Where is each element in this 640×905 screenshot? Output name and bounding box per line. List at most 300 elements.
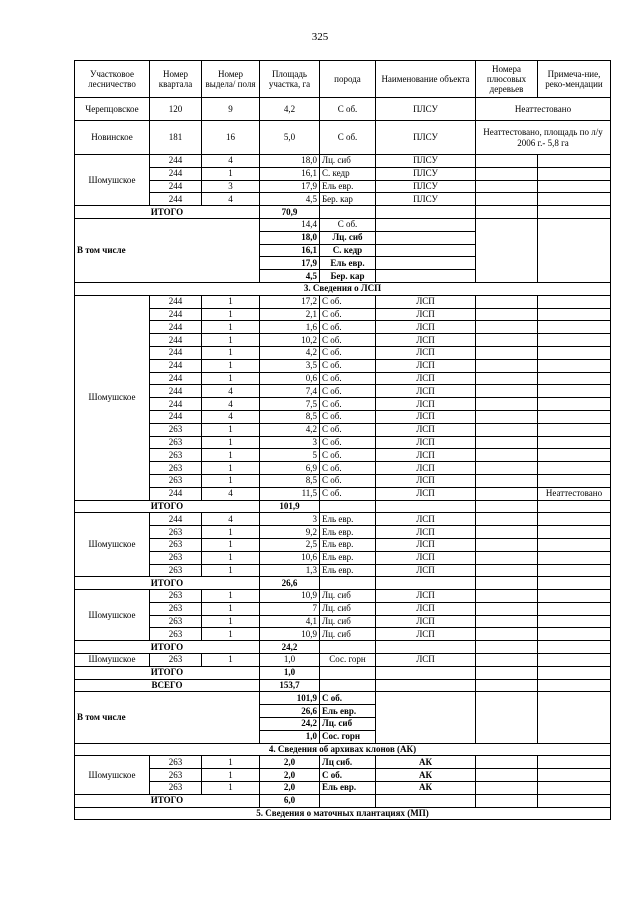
table-cell: ЛСП xyxy=(376,551,476,564)
table-cell xyxy=(376,270,476,283)
table-cell xyxy=(476,602,538,615)
table-cell: ПЛСУ xyxy=(376,193,476,206)
table-cell: Ель евр. xyxy=(320,513,376,526)
table-cell: 1 xyxy=(202,423,260,436)
table-cell: 263 xyxy=(150,615,202,628)
table-row xyxy=(75,615,611,628)
table-row xyxy=(75,308,611,321)
table-cell: ЛСП xyxy=(376,462,476,475)
table-cell: С об. xyxy=(320,436,376,449)
forestry-cell: Шомушское xyxy=(75,654,150,667)
note-cell xyxy=(538,295,611,308)
table-row xyxy=(75,155,611,168)
table-cell: С об. xyxy=(320,359,376,372)
total-label: ИТОГО xyxy=(75,500,260,513)
table-cell: ЛСП xyxy=(376,538,476,551)
table-cell xyxy=(538,526,611,539)
table-cell: ЛСП xyxy=(376,564,476,577)
table-cell: С об. xyxy=(320,334,376,347)
table-cell: ЛСП xyxy=(376,346,476,359)
forestry-cell: Шомушское xyxy=(75,590,150,641)
table-cell: ЛСП xyxy=(376,372,476,385)
table-cell: 4,2 xyxy=(260,346,320,359)
table-cell xyxy=(538,782,611,795)
table-cell xyxy=(538,538,611,551)
table-cell: 4,1 xyxy=(260,615,320,628)
table-cell: 263 xyxy=(150,462,202,475)
table-cell: 18,0 xyxy=(260,155,320,168)
table-cell: 8,5 xyxy=(260,474,320,487)
table-cell: ЛСП xyxy=(376,615,476,628)
column-header: Номер выдела/ поля xyxy=(202,61,260,98)
table-cell: 1 xyxy=(202,782,260,795)
table-cell xyxy=(476,513,538,526)
table-cell xyxy=(476,538,538,551)
table-row xyxy=(75,398,611,411)
table-row xyxy=(75,346,611,359)
total-row xyxy=(75,577,611,590)
table-row xyxy=(75,423,611,436)
table-row xyxy=(75,334,611,347)
table-cell: 16 xyxy=(202,121,260,155)
table-cell xyxy=(538,500,611,513)
table-cell: 1 xyxy=(202,769,260,782)
table-cell: 263 xyxy=(150,551,202,564)
table-cell: ЛСП xyxy=(376,474,476,487)
table-cell xyxy=(476,474,538,487)
table-row xyxy=(75,538,611,551)
table-cell: 244 xyxy=(150,167,202,180)
note-cell: Неаттестовано, площадь по л/у 2006 г.- 5,8 га xyxy=(476,121,611,155)
table-cell: 1 xyxy=(202,295,260,308)
table-cell: 1 xyxy=(202,167,260,180)
table-cell xyxy=(476,372,538,385)
table-cell xyxy=(538,769,611,782)
table-cell xyxy=(538,206,611,219)
table-cell: ЛСП xyxy=(376,423,476,436)
table-cell: 4,2 xyxy=(260,98,320,121)
table-cell: 17,2 xyxy=(260,295,320,308)
table-cell xyxy=(476,180,538,193)
table-cell: С об. xyxy=(320,423,376,436)
table-cell: 244 xyxy=(150,410,202,423)
table-cell: 101,9 xyxy=(260,692,320,705)
table-cell: ЛСП xyxy=(376,385,476,398)
table-cell: 244 xyxy=(150,334,202,347)
table-cell: ЛСП xyxy=(376,436,476,449)
table-cell: ЛСП xyxy=(376,487,476,500)
table-cell xyxy=(476,551,538,564)
table-cell xyxy=(376,206,476,219)
total-label: ИТОГО xyxy=(75,206,260,219)
table-cell: 1 xyxy=(202,436,260,449)
table-row xyxy=(75,372,611,385)
table-cell: 1 xyxy=(202,372,260,385)
table-cell: АК xyxy=(376,769,476,782)
table-cell: 4 xyxy=(202,193,260,206)
including-label: В том числе xyxy=(75,692,260,743)
table-cell: 244 xyxy=(150,359,202,372)
section-title: 3. Сведения о ЛСП xyxy=(75,282,611,295)
table-cell xyxy=(376,257,476,270)
table-cell: Бер. кар xyxy=(320,270,376,283)
table-cell: 244 xyxy=(150,295,202,308)
table-cell: Сос. горн xyxy=(320,654,376,667)
table-cell: 24,2 xyxy=(260,718,320,731)
table-cell xyxy=(476,679,538,692)
table-cell xyxy=(476,692,538,743)
total-label: ИТОГО xyxy=(75,641,260,654)
table-cell: 263 xyxy=(150,782,202,795)
note-cell xyxy=(538,372,611,385)
table-cell: С об. xyxy=(320,487,376,500)
table-cell xyxy=(476,193,538,206)
table-cell: 1 xyxy=(202,334,260,347)
table-cell xyxy=(476,628,538,641)
table-cell: ЛСП xyxy=(376,513,476,526)
table-cell: 263 xyxy=(150,602,202,615)
table-row xyxy=(75,121,611,155)
table-row xyxy=(75,385,611,398)
table-cell: Ель евр. xyxy=(320,180,376,193)
table-cell: ЛСП xyxy=(376,628,476,641)
table-cell: 3 xyxy=(260,436,320,449)
table-row xyxy=(75,602,611,615)
forestry-cell: Новинское xyxy=(75,121,150,155)
table-cell: 0,6 xyxy=(260,372,320,385)
table-cell xyxy=(476,666,538,679)
table-cell xyxy=(538,551,611,564)
table-cell: С об. xyxy=(320,692,376,705)
table-cell: 14,4 xyxy=(260,218,320,231)
table-cell xyxy=(320,577,376,590)
table-cell: С об. xyxy=(320,462,376,475)
table-cell: Ель евр. xyxy=(320,705,376,718)
total-value: 1,0 xyxy=(260,666,320,679)
table-cell xyxy=(476,756,538,769)
table-cell: ЛСП xyxy=(376,359,476,372)
table-cell: С об. xyxy=(320,385,376,398)
table-cell: 3 xyxy=(260,513,320,526)
table-row xyxy=(75,628,611,641)
table-cell: 1 xyxy=(202,615,260,628)
table-cell xyxy=(320,679,376,692)
table-cell: 244 xyxy=(150,487,202,500)
table-cell: 1,0 xyxy=(260,730,320,743)
total-row xyxy=(75,794,611,807)
table-cell xyxy=(538,180,611,193)
table-cell: 4 xyxy=(202,385,260,398)
table-cell: 263 xyxy=(150,628,202,641)
table-cell: 263 xyxy=(150,436,202,449)
table-cell xyxy=(376,692,476,743)
table-row xyxy=(75,513,611,526)
column-header: Наименование объекта xyxy=(376,61,476,98)
total-row xyxy=(75,500,611,513)
table-row xyxy=(75,193,611,206)
table-cell: 244 xyxy=(150,372,202,385)
table-cell: 10,6 xyxy=(260,551,320,564)
table-cell: С об. xyxy=(320,295,376,308)
table-cell xyxy=(476,206,538,219)
table-cell: ЛСП xyxy=(376,449,476,462)
table-cell xyxy=(476,577,538,590)
note-cell xyxy=(538,398,611,411)
section-title-row xyxy=(75,743,611,756)
table-cell: 4,5 xyxy=(260,270,320,283)
table-cell: ПЛСУ xyxy=(376,98,476,121)
table-cell: С об. xyxy=(320,121,376,155)
table-row xyxy=(75,590,611,603)
table-cell: 244 xyxy=(150,346,202,359)
table-cell: Лц. сиб xyxy=(320,602,376,615)
table-cell xyxy=(538,193,611,206)
total-row xyxy=(75,206,611,219)
table-cell: 4 xyxy=(202,513,260,526)
table-row xyxy=(75,487,611,500)
table-cell: Ель евр. xyxy=(320,564,376,577)
note-cell: Неаттестовано xyxy=(476,98,611,121)
data-table xyxy=(74,60,611,820)
table-cell: Лц сиб. xyxy=(320,756,376,769)
table-cell: С об. xyxy=(320,372,376,385)
table-cell xyxy=(476,500,538,513)
table-cell: С. кедр xyxy=(320,244,376,257)
table-cell xyxy=(476,398,538,411)
table-cell: ЛСП xyxy=(376,654,476,667)
table-cell xyxy=(320,794,376,807)
note-cell xyxy=(538,346,611,359)
table-cell: 10,9 xyxy=(260,590,320,603)
table-cell xyxy=(538,590,611,603)
grand-total-row xyxy=(75,679,611,692)
table-cell xyxy=(476,218,538,282)
forestry-cell: Шомушское xyxy=(75,513,150,577)
table-cell: Лц. сиб xyxy=(320,590,376,603)
table-cell xyxy=(476,321,538,334)
table-cell: 1 xyxy=(202,359,260,372)
table-cell: Ель евр. xyxy=(320,551,376,564)
table-cell: 3,5 xyxy=(260,359,320,372)
table-row xyxy=(75,692,611,705)
table-cell: ЛСП xyxy=(376,295,476,308)
table-cell: Лц. сиб xyxy=(320,155,376,168)
total-label: ИТОГО xyxy=(75,577,260,590)
table-cell xyxy=(476,436,538,449)
grand-total-value: 153,7 xyxy=(260,679,320,692)
table-cell: 1 xyxy=(202,590,260,603)
table-cell: 7,4 xyxy=(260,385,320,398)
table-cell: 7,5 xyxy=(260,398,320,411)
table-cell: 244 xyxy=(150,155,202,168)
table-cell xyxy=(476,654,538,667)
total-value: 70,9 xyxy=(260,206,320,219)
table-cell: 1 xyxy=(202,538,260,551)
table-cell: ЛСП xyxy=(376,398,476,411)
total-row xyxy=(75,666,611,679)
table-cell: 1 xyxy=(202,602,260,615)
table-cell xyxy=(538,628,611,641)
table-cell: Сос. горн xyxy=(320,730,376,743)
note-cell xyxy=(538,474,611,487)
table-cell xyxy=(476,346,538,359)
table-cell: ЛСП xyxy=(376,410,476,423)
table-cell xyxy=(538,564,611,577)
table-cell: 263 xyxy=(150,526,202,539)
table-cell: 4 xyxy=(202,487,260,500)
table-cell: 263 xyxy=(150,756,202,769)
table-cell xyxy=(476,308,538,321)
table-cell: 244 xyxy=(150,308,202,321)
total-row xyxy=(75,641,611,654)
table-cell: ЛСП xyxy=(376,308,476,321)
table-cell: 244 xyxy=(150,193,202,206)
table-row xyxy=(75,98,611,121)
table-cell xyxy=(320,500,376,513)
table-cell: 16,1 xyxy=(260,244,320,257)
table-cell xyxy=(538,602,611,615)
table-row xyxy=(75,218,611,231)
table-row xyxy=(75,769,611,782)
note-cell xyxy=(538,359,611,372)
table-cell: 1 xyxy=(202,449,260,462)
table-cell: ЛСП xyxy=(376,526,476,539)
total-value: 26,6 xyxy=(260,577,320,590)
table-cell: Лц. сиб xyxy=(320,615,376,628)
table-cell: 263 xyxy=(150,769,202,782)
table-cell: АК xyxy=(376,756,476,769)
table-cell: Ель евр. xyxy=(320,526,376,539)
table-row xyxy=(75,295,611,308)
table-cell xyxy=(538,167,611,180)
table-cell xyxy=(476,794,538,807)
table-row xyxy=(75,180,611,193)
table-cell xyxy=(376,641,476,654)
table-cell: ЛСП xyxy=(376,321,476,334)
table-cell: ЛСП xyxy=(376,590,476,603)
table-cell xyxy=(538,794,611,807)
table-cell xyxy=(376,794,476,807)
table-cell: 10,2 xyxy=(260,334,320,347)
forestry-cell: Шомушское xyxy=(75,756,150,794)
section-title-row xyxy=(75,282,611,295)
table-header-row xyxy=(75,61,611,98)
table-cell: 263 xyxy=(150,449,202,462)
table-cell: С об. xyxy=(320,98,376,121)
table-cell: 9,2 xyxy=(260,526,320,539)
table-cell: 17,9 xyxy=(260,180,320,193)
table-cell: 263 xyxy=(150,474,202,487)
table-row xyxy=(75,654,611,667)
note-cell xyxy=(538,449,611,462)
table-cell: С об. xyxy=(320,346,376,359)
table-cell: 1,0 xyxy=(260,654,320,667)
table-cell: 2,5 xyxy=(260,538,320,551)
table-cell: 18,0 xyxy=(260,231,320,244)
table-cell: 26,6 xyxy=(260,705,320,718)
table-cell xyxy=(538,654,611,667)
table-cell: 1 xyxy=(202,628,260,641)
table-cell: Бер. кар xyxy=(320,193,376,206)
table-cell xyxy=(476,564,538,577)
column-header: Номер квартала xyxy=(150,61,202,98)
table-cell xyxy=(376,666,476,679)
table-cell: С об. xyxy=(320,769,376,782)
table-cell: С об. xyxy=(320,308,376,321)
table-cell xyxy=(376,679,476,692)
table-cell xyxy=(476,155,538,168)
table-cell xyxy=(476,615,538,628)
total-label: ИТОГО xyxy=(75,794,260,807)
table-cell: 16,1 xyxy=(260,167,320,180)
table-row xyxy=(75,359,611,372)
table-row xyxy=(75,782,611,795)
table-cell: Ель евр. xyxy=(320,782,376,795)
table-cell: 244 xyxy=(150,385,202,398)
table-cell: С об. xyxy=(320,398,376,411)
table-cell: Лц. сиб xyxy=(320,718,376,731)
table-cell: 1 xyxy=(202,474,260,487)
table-cell: 5 xyxy=(260,449,320,462)
note-cell: Неаттестовано xyxy=(538,487,611,500)
table-cell xyxy=(538,756,611,769)
table-cell: 244 xyxy=(150,180,202,193)
table-cell xyxy=(376,244,476,257)
table-cell: 6,9 xyxy=(260,462,320,475)
table-cell: 263 xyxy=(150,654,202,667)
table-cell xyxy=(538,155,611,168)
table-cell: 4 xyxy=(202,398,260,411)
table-cell: С об. xyxy=(320,474,376,487)
table-cell xyxy=(538,679,611,692)
table-cell xyxy=(476,295,538,308)
table-cell xyxy=(476,462,538,475)
table-cell: С. кедр xyxy=(320,167,376,180)
table-cell: Ель евр. xyxy=(320,257,376,270)
section-title-row xyxy=(75,807,611,820)
table-cell xyxy=(320,666,376,679)
table-cell: 3 xyxy=(202,180,260,193)
table-cell: 17,9 xyxy=(260,257,320,270)
table-row xyxy=(75,756,611,769)
table-row xyxy=(75,564,611,577)
table-cell xyxy=(538,666,611,679)
table-row xyxy=(75,321,611,334)
including-label: В том числе xyxy=(75,218,260,282)
table-cell: 2,0 xyxy=(260,769,320,782)
table-row xyxy=(75,526,611,539)
table-cell xyxy=(376,218,476,231)
table-cell xyxy=(376,500,476,513)
table-cell: 1 xyxy=(202,321,260,334)
note-cell xyxy=(538,385,611,398)
note-cell xyxy=(538,462,611,475)
table-cell xyxy=(476,590,538,603)
table-cell: ПЛСУ xyxy=(376,155,476,168)
table-cell: 4,2 xyxy=(260,423,320,436)
table-row xyxy=(75,167,611,180)
table-cell: 1,6 xyxy=(260,321,320,334)
table-cell: 1 xyxy=(202,564,260,577)
table-cell xyxy=(538,513,611,526)
note-cell xyxy=(538,423,611,436)
table-cell: 4 xyxy=(202,410,260,423)
forestry-cell: Шомушское xyxy=(75,295,150,500)
table-cell: 244 xyxy=(150,321,202,334)
table-cell: 9 xyxy=(202,98,260,121)
table-cell: ЛСП xyxy=(376,602,476,615)
table-cell: 4,5 xyxy=(260,193,320,206)
